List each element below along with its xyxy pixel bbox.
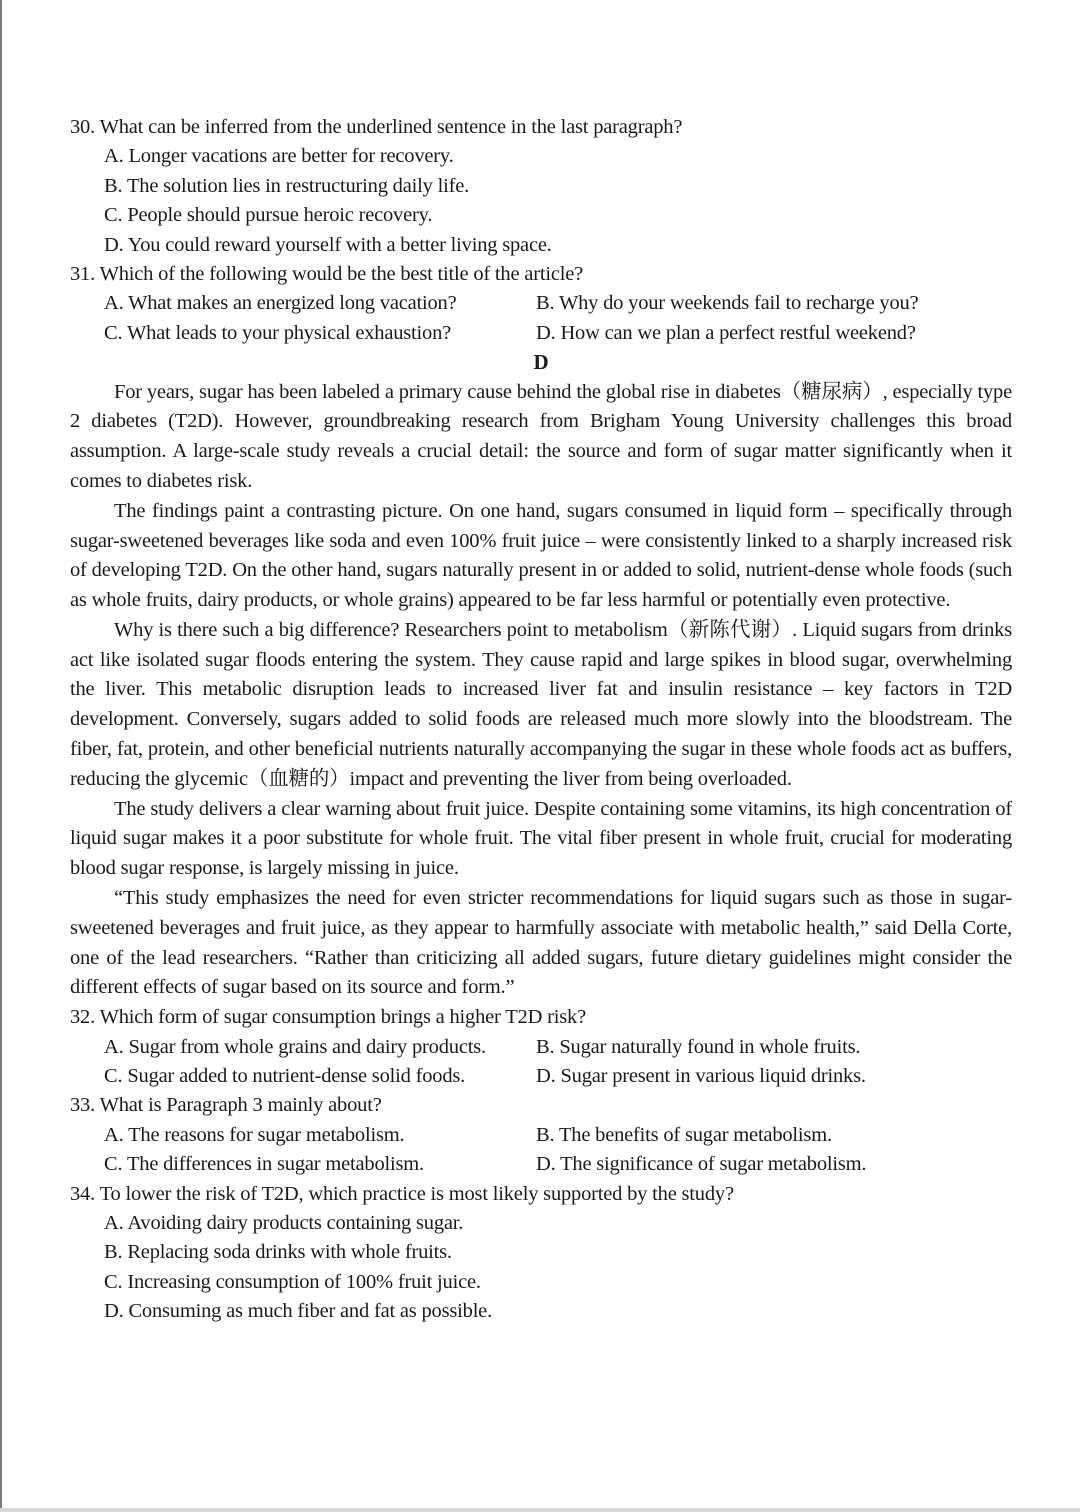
option-b: B. The solution lies in restructuring daily life. [104,174,470,197]
option-c: C. Sugar added to nutrient-dense solid foods. [104,1065,466,1088]
option-b: B. Replacing soda drinks with whole fruits. [104,1241,452,1264]
question-stem: 34. To lower the risk of T2D, which practice is most likely supported by the study? [70,1182,734,1205]
option-d: D. The significance of sugar metabolism. [536,1153,867,1176]
option-a: A. The reasons for sugar metabolism. [104,1123,405,1146]
option-b: B. Why do your weekends fail to recharge you? [536,292,919,315]
passage-paragraph-3: Why is there such a big difference? Researchers point to metabolism（新陈代谢）. Liquid sugars from drinks act like isolated sugar floods entering the system. They cause rapid and large spikes in blood sugar, overwhelming the liver. This metabolic disruption leads to increased liver fat and insulin resistance – key factors in T2D development. Conversely, sugars added to solid foods are released much more slowly into the bloodstream. The fiber, fat, protein, and other beneficial nutrients naturally accompanying the sugar in these whole foods act as buffers, reducing the glycemic（血糖的）impact and preventing the liver from being overloaded. [70,618,1012,790]
option-d: D. Sugar present in various liquid drinks. [536,1065,866,1088]
question-31 [70,260,1012,348]
question-30 [70,113,1012,260]
section-heading: D [533,350,549,375]
option-d: D. How can we plan a perfect restful weekend? [536,321,916,344]
option-row [70,1150,1012,1179]
question-stem: 30. What can be inferred from the underlined sentence in the last paragraph? [70,116,683,138]
option-row [70,319,1012,348]
page-bottom-edge [0,1508,1080,1512]
question-33 [70,1091,1012,1179]
option-row [70,1121,1012,1150]
page-left-edge [0,0,2,1508]
option-c: C. Increasing consumption of 100% fruit juice. [104,1270,481,1293]
option-a: A. Avoiding dairy products containing sugar. [104,1211,464,1234]
option-row [70,289,1012,318]
option-a: A. What makes an energized long vacation? [104,292,457,315]
passage-paragraph-1: For years, sugar has been labeled a primary cause behind the global rise in diabetes（糖尿病）, especially type 2 diabetes (T2D). However, groundbreaking research from Brigham Young University challenges this broad assumption. A large-scale study reveals a crucial detail: the source and form of sugar matter significantly when it comes to diabetes risk. [70,380,1012,492]
option-a: A. Longer vacations are better for recovery. [104,145,454,168]
option-d: D. Consuming as much fiber and fat as possible. [104,1300,493,1323]
question-stem: 33. What is Paragraph 3 mainly about? [70,1094,382,1117]
question-stem: 32. Which form of sugar consumption brings a higher T2D risk? [70,1006,586,1029]
option-c: C. What leads to your physical exhaustion? [104,321,452,344]
option-a: A. Sugar from whole grains and dairy products. [104,1035,486,1058]
question-32 [70,1003,1012,1091]
option-b: B. The benefits of sugar metabolism. [536,1123,832,1146]
passage-paragraph-4: The study delivers a clear warning about fruit juice. Despite containing some vitamins, its high concentration of liquid sugar makes it a poor substitute for whole fruit. The vital fiber present in whole fruit, crucial for moderating blood sugar response, is largely missing in juice. [70,797,1012,880]
option-c: C. The differences in sugar metabolism. [104,1153,424,1176]
question-stem: 31. Which of the following would be the best title of the article? [70,262,584,285]
option-row [70,1062,1012,1091]
option-c: C. People should pursue heroic recovery. [104,204,433,227]
passage-paragraph-2: The findings paint a contrasting picture. On one hand, sugars consumed in liquid form – specifically through sugar-sweetened beverages like soda and even 100% fruit juice – were consistently linked to a sharply increased risk of developing T2D. On the other hand, sugars naturally present in or added to solid, nutrient-dense whole foods (such as whole fruits, dairy products, or whole grains) appeared to be far less harmful or potentially even protective. [70,499,1012,612]
question-34 [70,1180,1012,1327]
passage-d [70,348,1012,1003]
option-b: B. Sugar naturally found in whole fruits. [536,1035,861,1058]
exam-page [70,113,1012,1327]
option-row [70,1033,1012,1062]
option-d: D. You could reward yourself with a better living space. [104,233,552,256]
passage-paragraph-5: “This study emphasizes the need for even stricter recommendations for liquid sugars such as those in sugar-sweetened beverages and fruit juice, as they appear to harmfully associate with metabolic health,” said Della Corte, one of the lead researchers. “Rather than criticizing all added sugars, future dietary guidelines might consider the different effects of sugar based on its source and form.” [70,887,1012,999]
